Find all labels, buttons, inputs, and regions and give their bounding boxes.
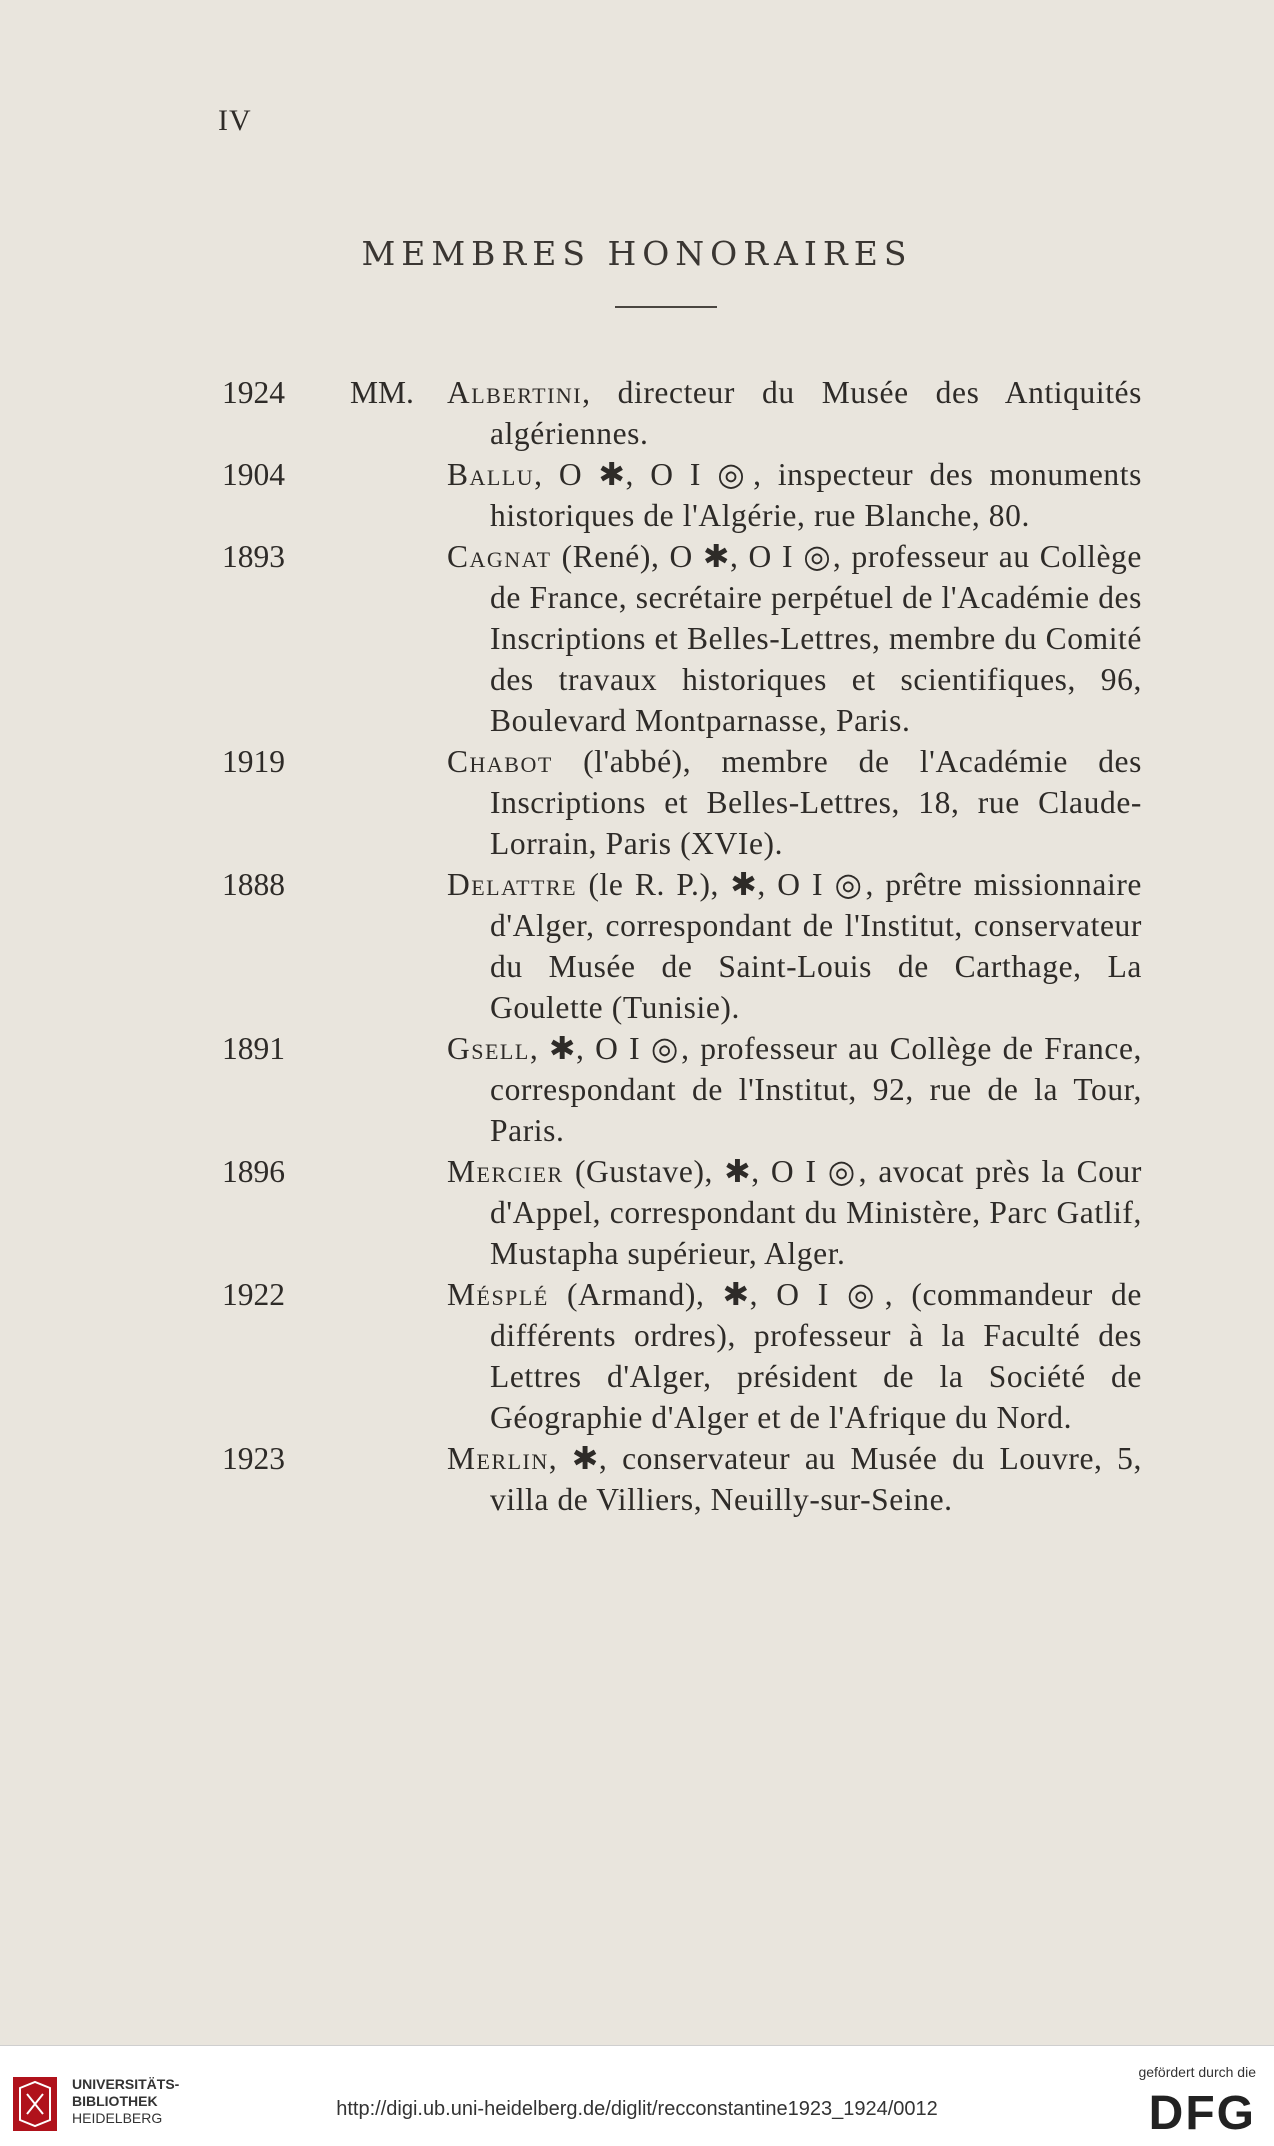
entry-year: 1891 (222, 1031, 285, 1066)
viewer-footer (0, 2045, 1274, 2146)
list-item (222, 1274, 1142, 1438)
list-item (222, 1438, 1142, 1520)
entry-year: 1919 (222, 744, 285, 779)
member-details: (Armand), ✱, O I ◎, (commandeur de différents ordres), professeur à la Faculté des Lettres d'Alger, président de la Société de Géographie d'Alger et de l'Afrique du Nord. (490, 1277, 1142, 1435)
member-name: Cagnat (447, 539, 552, 574)
entry-year: 1896 (222, 1154, 285, 1189)
member-details: , directeur du Musée des Antiquités algériennes. (490, 375, 1142, 451)
member-details: (le R. P.), ✱, O I ◎, prêtre missionnaire d'Alger, correspondant de l'Institut, conservateur du Musée de Saint-Louis de Carthage, La Goulette (Tunisie). (490, 867, 1142, 1025)
entry-year: 1888 (222, 867, 285, 902)
entry-year: 1923 (222, 1441, 285, 1476)
list-item (222, 454, 1142, 536)
member-details: (Gustave), ✱, O I ◎, avocat près la Cour d'Appel, correspondant du Ministère, Parc Gatlif, Mustapha supérieur, Alger. (490, 1154, 1142, 1271)
entry-year: 1904 (222, 457, 285, 492)
entry-year: 1924 (222, 375, 285, 410)
member-name: Chabot (447, 744, 553, 779)
member-name: Albertini (447, 375, 583, 410)
member-name: Gsell (447, 1031, 530, 1066)
member-list (222, 372, 1142, 1520)
dfg-logo: DFG (1148, 2087, 1256, 2140)
entry-year: 1922 (222, 1277, 285, 1312)
library-name: UNIVERSITÄTS- BIBLIOTHEK HEIDELBERG (72, 2076, 180, 2126)
member-name: Delattre (447, 867, 578, 902)
member-name: Mercier (447, 1154, 564, 1189)
funder-note: gefördert durch die (1138, 2064, 1256, 2080)
list-item (222, 741, 1142, 864)
member-name: Mésplé (447, 1277, 549, 1312)
entry-prefix: MM. (350, 375, 414, 410)
member-details: , O ✱, O I ◎, inspecteur des monuments historiques de l'Algérie, rue Blanche, 80. (490, 457, 1142, 533)
member-details: , ✱, O I ◎, professeur au Collège de France, correspondant de l'Institut, 92, rue de la Tour, Paris. (490, 1031, 1142, 1148)
title-rule (615, 306, 717, 308)
entry-year: 1893 (222, 539, 285, 574)
page-title: MEMBRES HONORAIRES (361, 234, 913, 273)
list-item (222, 536, 1142, 741)
member-name: Merlin (447, 1441, 549, 1476)
member-details: , ✱, conservateur au Musée du Louvre, 5, villa de Villiers, Neuilly-sur-Seine. (490, 1441, 1142, 1517)
list-item (222, 372, 1142, 454)
member-name: Ballu (447, 457, 535, 492)
list-item (222, 1151, 1142, 1274)
list-item (222, 864, 1142, 1028)
permalink-link[interactable]: http://digi.ub.uni-heidelberg.de/diglit/recconstantine1923_1924/0012 (336, 2098, 938, 2120)
member-details: (René), O ✱, O I ◎, professeur au Collège de France, secrétaire perpétuel de l'Académie des Inscriptions et Belles-Lettres, membre du Comité des travaux historiques et scientifiques, 96, Boulevard Montparnasse, Paris. (490, 539, 1142, 738)
page-number: IV (218, 104, 252, 137)
member-details: (l'abbé), membre de l'Académie des Inscriptions et Belles-Lettres, 18, rue Claude-Lorrain, Paris (XVIe). (490, 744, 1142, 861)
list-item (222, 1028, 1142, 1151)
